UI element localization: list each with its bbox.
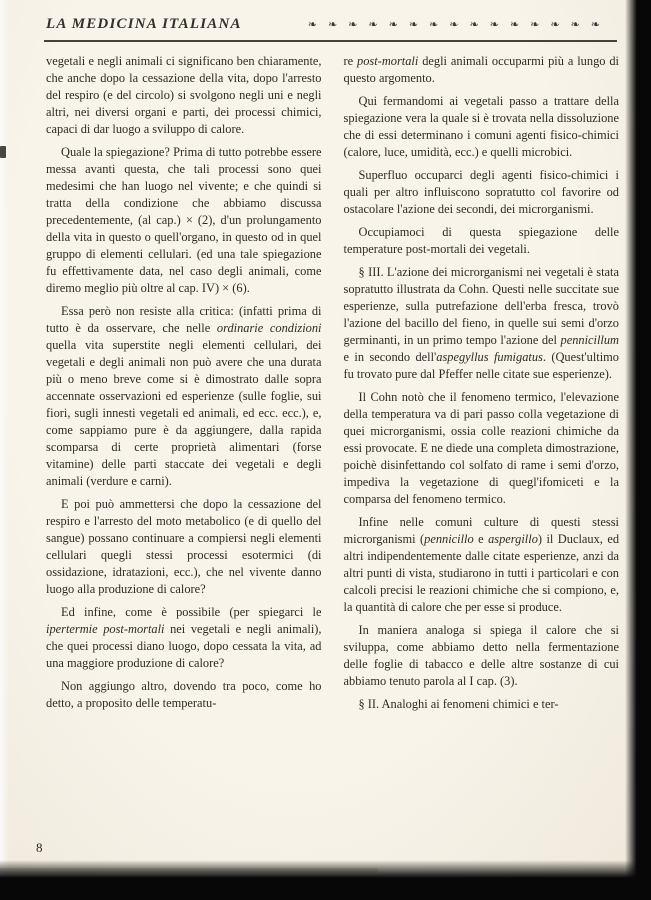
scan-mark-left xyxy=(0,146,6,158)
text-run: E poi può ammettersi che dopo la cessazione del respiro e l'arresto del moto metabolico (e di quello del sangue) possano continuare a compiersi negli elementi cellulari quegli stessi processi esotermici (di ossidazione, idratazioni, ecc.), che nel vivente danno luogo alla produzione di calore? xyxy=(46,497,322,596)
text-run: Superfluo occuparci degli agenti fisico-chimici i quali per altro influiscono sopratutto col favorire od ostacolare l'azione dei secondi, dei microrganismi. xyxy=(343,168,619,216)
text-run: Ed infine, come è possibile (per spiegarci le xyxy=(61,605,322,619)
paragraph xyxy=(46,144,322,297)
scan-border-right xyxy=(625,0,651,900)
left-column xyxy=(46,53,322,719)
paragraph xyxy=(344,167,620,218)
fleuron-ornament-row: ❧❧❧❧❧❧❧❧❧❧❧❧❧❧❧ xyxy=(307,18,611,31)
paragraph xyxy=(46,678,322,712)
paragraph xyxy=(344,622,620,690)
page-number: 8 xyxy=(36,840,43,855)
text-run: Quale la spiegazione? Prima di tutto potrebbe essere messa avanti questa, che tali processi sono quei medesimi che han luogo nel vivente; e che quindi si tratta della condizione che abbiamo discussa precedentemente, (al cap.) × (2), d'un prolungamento della vita in questo o quell'organo, in questo od in quel gruppo di elementi cellulari. (ed una tale spiegazione fu effettivamente data, nel caso degli animali, come diremo meglio più oltre al cap. IV) × (6). xyxy=(46,145,322,295)
italic-text-run: ordinarie condizioni xyxy=(216,321,322,335)
text-run: § III. L'azione dei microrganismi nei vegetali è stata sopratutto illustrata da Cohn. Questi nelle succitate sue esperienze, sulla putrefazione dell'erba fresca, trovò l'azione del bacillo del fieno, in quelle sui semi d'orzo germinanti, in un primo tempo l'azione del xyxy=(343,265,619,347)
italic-text-run: post-mortali xyxy=(357,54,419,68)
text-run: vegetali e negli animali ci significano ben chiaramente, che anche dopo la cessazione della vita, dopo l'arresto del respiro (e del circolo) si svolgono negli uni e negli altri, nei diversi organi e parti, dei processi chimici, capaci di dar luogo a sviluppo di calore. xyxy=(46,54,322,136)
text-run: Non aggiungo altro, dovendo tra poco, come ho detto, a proposito delle temperatu- xyxy=(46,679,322,710)
text-run: nei vegetali e negli animali), che quei processi diano luogo, dopo cessata la vita, ad una maggiore produzione di calore? xyxy=(46,622,322,670)
text-run: Essa però non resiste alla critica: (infatti prima di tutto è da osservare, che nelle xyxy=(46,304,322,335)
page-header xyxy=(46,16,611,33)
italic-text-run: aspegyllus fumigatus xyxy=(436,350,543,364)
text-run: degli animali occuparmi più a lungo di questo argomento. xyxy=(343,54,619,85)
text-run: Infine nelle comuni culture di questi stessi microrganismi ( xyxy=(343,515,619,546)
paragraph xyxy=(344,264,620,383)
text-run: Qui fermandomi ai vegetali passo a trattare della spiegazione vera la quale si è trovata nella dissoluzione che di essi determinano i comuni agenti fisico-chimici (calore, luce, umidità, ecc.) e quelli microbici. xyxy=(343,94,619,159)
text-run: re xyxy=(343,54,358,68)
paragraph xyxy=(46,496,322,598)
paragraph xyxy=(344,514,620,616)
scan-edge-left xyxy=(0,0,9,900)
paragraph xyxy=(344,93,620,161)
italic-text-run: ipertermie post-mortali xyxy=(46,622,165,636)
text-run: quella vita superstite negli elementi cellulari, dei vegetali e degli animali non può avere che una durata più o meno breve come si è dimostrato dalle sopra accennate osservazioni ed esperienze (sulle foglie, sui fiori, sugli innesti vegetali ed animali, ed ecc. ecc.), e, come sappiamo pure è da aggiungere, dalla rapida scomparsa di certe proprietà alimentari (forse vitamine) delle parti staccate dei vegetali e degli animali (verdure e carni). xyxy=(46,338,322,488)
paragraph xyxy=(46,604,322,672)
text-run: § II. Analoghi ai fenomeni chimici e ter- xyxy=(358,697,559,711)
italic-text-run: pennicillo xyxy=(424,532,474,546)
italic-text-run: aspergillo xyxy=(488,532,538,546)
right-column xyxy=(344,53,620,719)
text-run: e xyxy=(473,532,489,546)
text-run: e in secondo dell' xyxy=(343,350,437,364)
text-run: Il Cohn notò che il fenomeno termico, l'elevazione della temperatura va di pari passo colla vegetazione di quei microrganismi, ossia colle reazioni chimiche da essi provocate. E ne diede una completa dimostrazione, poichè disinfettando col solfato di rame i semi d'orzo, impediva la vegetazione di quegl'ifomiceti e la comparsa del fenomeno termico. xyxy=(343,390,619,506)
text-run: ) il Duclaux, ed altri indipendentemente dalle citate esperienze, anzi da altri punti di vista, studiarono in tutti i particolari e con calcoli precisi le reazioni chimiche che si compiono, e, la quantità di calore che per esse si produce. xyxy=(343,532,620,614)
text-run: Occupiamoci di questa spiegazione delle temperature post-mortali dei vegetali. xyxy=(343,225,619,256)
scan-border-bottom xyxy=(0,860,651,900)
paragraph xyxy=(344,696,620,713)
paragraph xyxy=(46,303,322,490)
italic-text-run: pennicillum xyxy=(560,333,619,347)
paragraph xyxy=(344,224,620,258)
text-run: . (Quest'ultimo fu trovato pure dal Pfeffer nelle citate sue esperienze). xyxy=(343,350,619,381)
text-columns xyxy=(46,53,619,719)
paragraph xyxy=(344,389,620,508)
paragraph xyxy=(46,53,322,138)
paragraph xyxy=(344,53,620,87)
text-run: In maniera analoga si spiega il calore che si sviluppa, come abbiamo detto nella fermentazione delle foglie di tabacco e delle altre sostanze di cui abbiamo tenuto parola al I cap. (3). xyxy=(343,623,619,688)
journal-title: LA MEDICINA ITALIANA xyxy=(46,16,242,32)
header-rule xyxy=(44,40,617,42)
